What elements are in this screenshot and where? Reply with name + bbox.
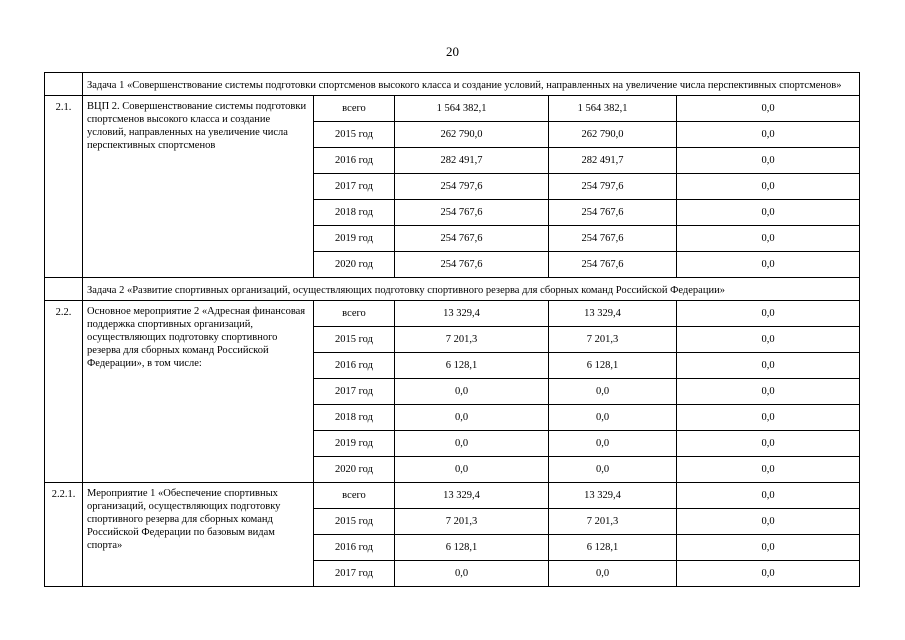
item-number: 2.2. (45, 301, 83, 483)
other-value: 0,0 (677, 200, 860, 226)
total-value: 13 329,4 (395, 483, 549, 509)
budget-value: 254 767,6 (549, 226, 677, 252)
budget-value: 7 201,3 (549, 509, 677, 535)
total-value: 254 767,6 (395, 200, 549, 226)
other-value: 0,0 (677, 148, 860, 174)
period-label: 2019 год (314, 226, 395, 252)
budget-value: 13 329,4 (549, 301, 677, 327)
task-number-cell (45, 278, 83, 301)
budget-value: 0,0 (549, 561, 677, 587)
total-value: 0,0 (395, 457, 549, 483)
budget-value: 6 128,1 (549, 353, 677, 379)
table-row (45, 301, 860, 327)
total-value: 6 128,1 (395, 353, 549, 379)
other-value: 0,0 (677, 353, 860, 379)
budget-value: 282 491,7 (549, 148, 677, 174)
period-label: 2015 год (314, 509, 395, 535)
budget-value: 7 201,3 (549, 327, 677, 353)
other-value: 0,0 (677, 252, 860, 278)
other-value: 0,0 (677, 327, 860, 353)
other-value: 0,0 (677, 561, 860, 587)
period-label: 2017 год (314, 174, 395, 200)
task-title: Задача 2 «Развитие спортивных организаций, осуществляющих подготовку спортивного резерва для сборных команд Российской Федерации» (83, 278, 860, 301)
budget-value: 1 564 382,1 (549, 96, 677, 122)
task-row (45, 278, 860, 301)
budget-table-body (45, 73, 860, 587)
task-row (45, 73, 860, 96)
total-value: 0,0 (395, 405, 549, 431)
period-label: 2015 год (314, 327, 395, 353)
budget-value: 254 797,6 (549, 174, 677, 200)
table-row (45, 96, 860, 122)
total-value: 0,0 (395, 379, 549, 405)
item-number: 2.1. (45, 96, 83, 278)
total-value: 254 797,6 (395, 174, 549, 200)
item-name: Мероприятие 1 «Обеспечение спортивных организаций, осуществляющих подготовку спортивного резерва для сборных команд Российской Федерации по базовым видам спорта» (83, 483, 314, 587)
other-value: 0,0 (677, 405, 860, 431)
budget-value: 0,0 (549, 379, 677, 405)
period-label: всего (314, 483, 395, 509)
budget-value: 6 128,1 (549, 535, 677, 561)
task-title: Задача 1 «Совершенствование системы подготовки спортсменов высокого класса и создание условий, направленных на увеличение числа перспективных спортсменов» (83, 73, 860, 96)
period-label: 2020 год (314, 252, 395, 278)
budget-value: 254 767,6 (549, 200, 677, 226)
period-label: 2017 год (314, 379, 395, 405)
total-value: 7 201,3 (395, 509, 549, 535)
total-value: 13 329,4 (395, 301, 549, 327)
period-label: 2016 год (314, 353, 395, 379)
other-value: 0,0 (677, 301, 860, 327)
other-value: 0,0 (677, 174, 860, 200)
period-label: 2017 год (314, 561, 395, 587)
total-value: 282 491,7 (395, 148, 549, 174)
period-label: 2018 год (314, 405, 395, 431)
item-name: ВЦП 2. Совершенствование системы подготовки спортсменов высокого класса и создание условий, направленных на увеличение числа перспективных спортсменов (83, 96, 314, 278)
other-value: 0,0 (677, 431, 860, 457)
task-number-cell (45, 73, 83, 96)
budget-value: 0,0 (549, 431, 677, 457)
other-value: 0,0 (677, 122, 860, 148)
budget-value: 0,0 (549, 405, 677, 431)
total-value: 0,0 (395, 561, 549, 587)
period-label: 2020 год (314, 457, 395, 483)
item-number: 2.2.1. (45, 483, 83, 587)
other-value: 0,0 (677, 96, 860, 122)
total-value: 1 564 382,1 (395, 96, 549, 122)
total-value: 254 767,6 (395, 226, 549, 252)
total-value: 0,0 (395, 431, 549, 457)
total-value: 254 767,6 (395, 252, 549, 278)
period-label: 2015 год (314, 122, 395, 148)
total-value: 6 128,1 (395, 535, 549, 561)
budget-table (44, 72, 860, 587)
budget-value: 254 767,6 (549, 252, 677, 278)
other-value: 0,0 (677, 535, 860, 561)
table-row (45, 483, 860, 509)
page-number: 20 (446, 44, 459, 59)
budget-value: 262 790,0 (549, 122, 677, 148)
other-value: 0,0 (677, 226, 860, 252)
other-value: 0,0 (677, 457, 860, 483)
budget-value: 0,0 (549, 457, 677, 483)
item-name: Основное мероприятие 2 «Адресная финансовая поддержка спортивных организаций, осуществляющих подготовку спортивного резерва для сборных команд Российской Федерации», в том числе: (83, 301, 314, 483)
other-value: 0,0 (677, 379, 860, 405)
total-value: 262 790,0 (395, 122, 549, 148)
period-label: 2016 год (314, 148, 395, 174)
total-value: 7 201,3 (395, 327, 549, 353)
period-label: 2019 год (314, 431, 395, 457)
other-value: 0,0 (677, 483, 860, 509)
period-label: 2018 год (314, 200, 395, 226)
other-value: 0,0 (677, 509, 860, 535)
period-label: 2016 год (314, 535, 395, 561)
period-label: всего (314, 301, 395, 327)
budget-value: 13 329,4 (549, 483, 677, 509)
period-label: всего (314, 96, 395, 122)
